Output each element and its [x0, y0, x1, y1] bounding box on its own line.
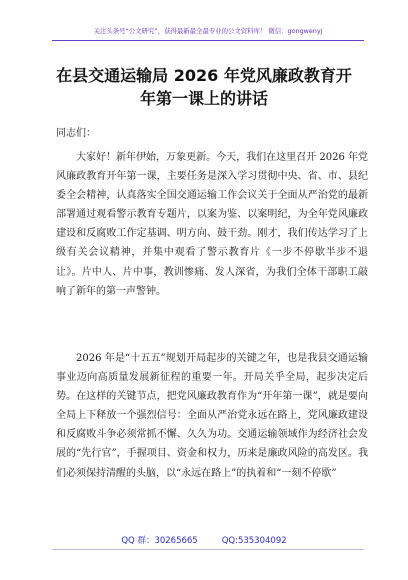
salutation: 同志们： — [56, 128, 96, 139]
header-notice: 关注头条号“公文研究”，获得最新最全最专业的公文资料库！ 微信：gongwenyj — [93, 27, 323, 35]
footer-divider — [52, 549, 364, 550]
footer-qq: QQ:535304092 — [221, 536, 287, 546]
paragraph-text: 大家好！新年伊始，万象更新。今天，我们在这里召开 2026 年党风廉政教育开年第一课，主要任务是深入学习贯彻中央、省、市、县纪委全会精神，认真落实全国交通运输工作会议关于全面从严治党的最新部署通过观看警示教育专题片，以案为鉴、以案明纪，为全年党风廉政建设和反腐败工作定基调、明方向、鼓干劲。刚才，我们传达学习了上级有关会议精神，并集中观看了警示教育片《一步不停歇半步不退让》。片中人、片中事，教训惨痛、发人深省，为我们全体干部职工敲响了新年的第一声警钟。 — [56, 152, 368, 297]
title-line-1: 在县交通运输局 2026 年党风廉政教育开 — [56, 66, 352, 85]
body-paragraph-2 — [56, 349, 368, 483]
document-title — [40, 64, 368, 110]
body-paragraph-1 — [56, 148, 368, 301]
title-line-2: 年第一课上的讲话 — [139, 89, 268, 108]
paragraph-text: 2026 年是“十五五”规划开局起步的关键之年，也是我县交通运输事业迈向高质量发展新征程的重要一年。开局关乎全局，起步决定后势。在这样的关键节点，把党风廉政教育作为“开年第一课”，就是要向全局上下释放一个强烈信号：全面从严治党永远在路上，党风廉政建设和反腐败斗争必须常抓不懈、久久为功。交通运输领域作为经济社会发展的“先行官”，手握项目、资金和权力，历来是廉政风险的高发区。我们必须保持清醒的头脑，以“永远在路上”的执着和“一刻不停歇” — [56, 353, 368, 479]
header-divider — [52, 40, 364, 41]
footer-qq-group: QQ 群：30265665 — [121, 536, 198, 546]
footer-contact — [0, 535, 408, 547]
